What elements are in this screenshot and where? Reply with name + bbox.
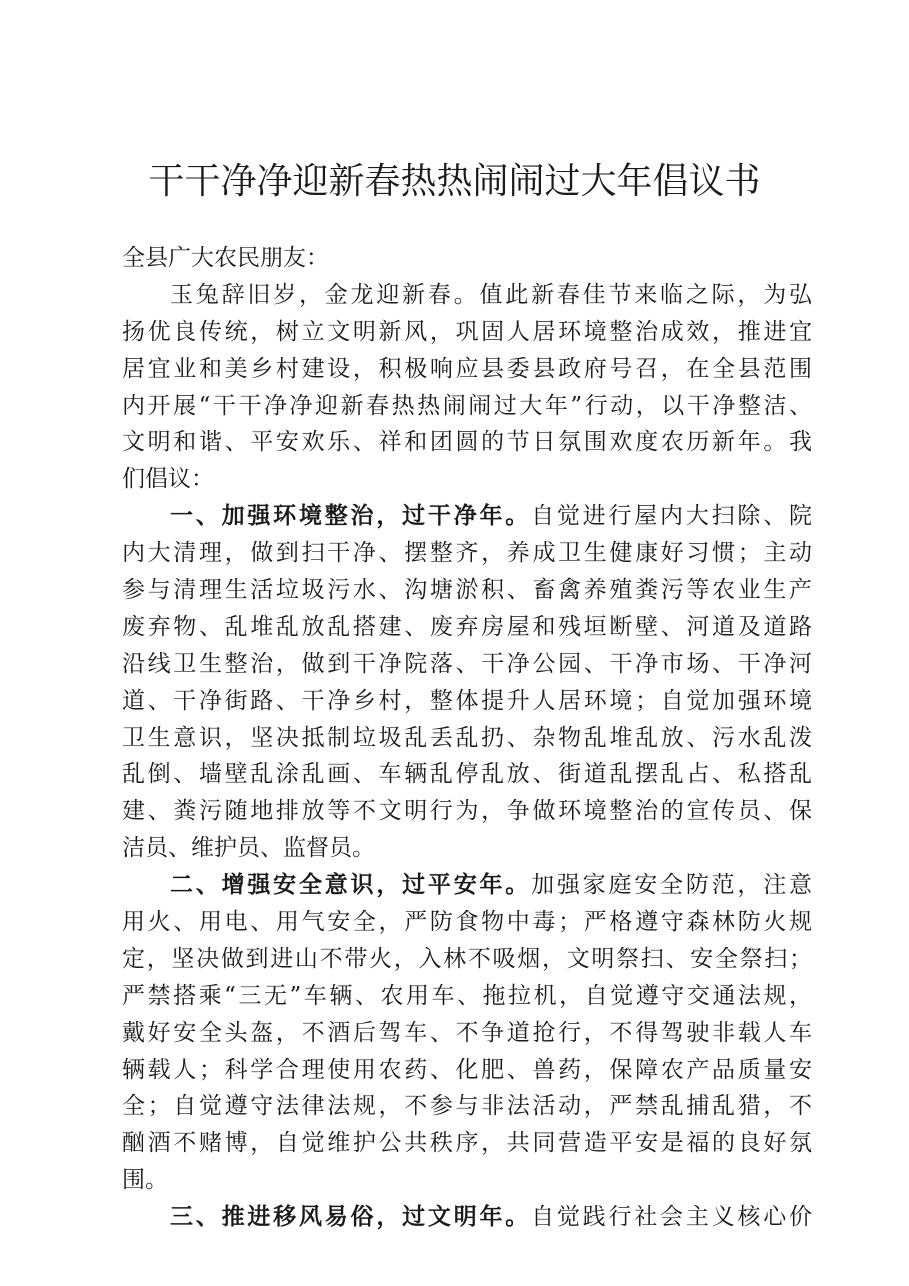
section-3-first-line-text: 自觉践行社会主义核心价 [531, 1204, 813, 1231]
document-title: 干干净净迎新春热热闹闹过大年倡议书 [148, 161, 761, 202]
paragraph-line: 玉兔辞旧岁，金龙迎新春。值此新春佳节来临之际，为弘 [170, 281, 812, 308]
intro-paragraph [122, 277, 812, 498]
section-2-paragraph [122, 867, 812, 1199]
paragraph-line: 沿线卫生整治，做到干净院落、干净公园、干净市场、干净河 [122, 650, 812, 677]
paragraph-line: 乱倒、墙壁乱涂乱画、车辆乱停乱放、街道乱摆乱占、私搭乱 [122, 761, 812, 788]
document-body [122, 240, 812, 1236]
salutation: 全县广大农民朋友： [122, 245, 329, 271]
section-3-paragraph [122, 1199, 812, 1236]
paragraph-line: 道、干净街路、干净乡村，整体提升人居环境；自觉加强环境 [122, 687, 812, 714]
paragraph-line: 扬优良传统，树立文明新风，巩固人居环境整治成效，推进宜 [122, 318, 812, 345]
section-3-heading: 三、推进移风易俗，过文明年。 [170, 1203, 532, 1231]
paragraph-line: 卫生意识，坚决抵制垃圾乱丢乱扔、杂物乱堆乱放、污水乱泼 [122, 724, 812, 751]
paragraph-line: 严禁搭乘“三无”车辆、农用车、拖拉机，自觉遵守交通法规， [122, 982, 812, 1009]
section-2-heading: 二、增强安全意识，过平安年。 [170, 871, 532, 899]
section-1-first-line-text: 自觉进行屋内大扫除、院 [531, 503, 813, 530]
section-1-heading: 一、加强环境整治，过干净年。 [170, 502, 532, 530]
paragraph-line: 废弃物、乱堆乱放乱搭建、废弃房屋和残垣断壁、河道及道路 [122, 613, 812, 640]
paragraph-line: 定，坚决做到进山不带火，入林不吸烟，文明祭扫、安全祭扫； [122, 945, 812, 972]
paragraph-line: 洁员、维护员、监督员。 [122, 835, 375, 862]
paragraph-line: 参与清理生活垃圾污水、沟塘淤积、畜禽养殖粪污等农业生产 [122, 577, 812, 604]
paragraph-line: 内大清理，做到扫干净、摆整齐，养成卫生健康好习惯；主动 [122, 540, 812, 567]
paragraph-line: 建、粪污随地排放等不文明行为，争做环境整治的宣传员、保 [122, 798, 812, 825]
paragraph-line: 酗酒不赌博，自觉维护公共秩序，共同营造平安是福的良好氛 [122, 1130, 812, 1157]
paragraph-first-line [122, 867, 812, 904]
paragraph-line: 居宜业和美乡村建设，积极响应县委县政府号召，在全县范围 [122, 355, 812, 382]
paragraph-line: 内开展“干干净净迎新春热热闹闹过大年”行动，以干净整洁、 [122, 392, 812, 419]
paragraph-line: 用火、用电、用气安全，严防食物中毒；严格遵守森林防火规 [122, 909, 812, 936]
section-2-first-line-text: 加强家庭安全防范，注意 [531, 872, 813, 899]
paragraph-line: 文明和谐、平安欢乐、祥和团圆的节日氛围欢度农历新年。我 [122, 429, 812, 456]
paragraph-line: 围。 [122, 1167, 168, 1194]
section-1-paragraph [122, 498, 812, 867]
paragraph-line: 戴好安全头盔，不酒后驾车、不争道抢行，不得驾驶非载人车 [122, 1019, 812, 1046]
paragraph-first-line [122, 1199, 812, 1236]
paragraph-line: 们倡议： [122, 466, 214, 493]
paragraph-first-line [122, 498, 812, 535]
paragraph-line: 辆载人；科学合理使用农药、化肥、兽药，保障农产品质量安 [122, 1056, 812, 1083]
paragraph-line: 全；自觉遵守法律法规，不参与非法活动，严禁乱捕乱猎，不 [122, 1093, 812, 1120]
